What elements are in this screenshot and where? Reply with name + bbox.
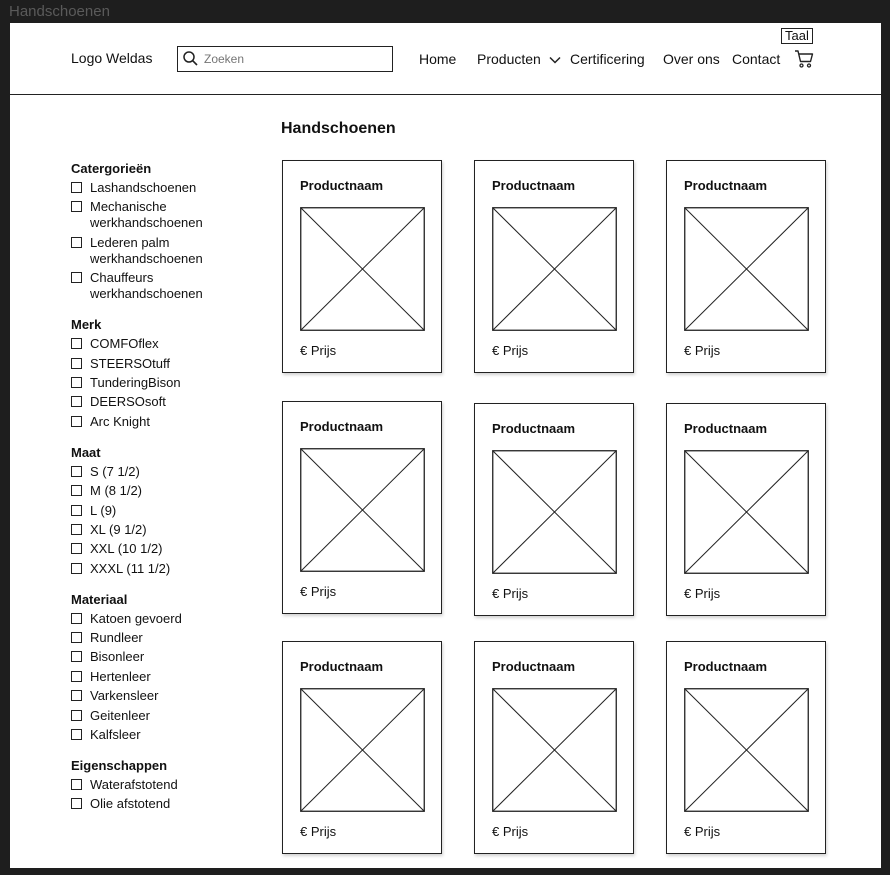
filter-checkbox[interactable] bbox=[71, 272, 82, 283]
frame-title: Handschoenen bbox=[9, 3, 110, 20]
filter-checkbox[interactable] bbox=[71, 524, 82, 535]
product-name: Productnaam bbox=[300, 178, 384, 193]
filter-checkbox[interactable] bbox=[71, 396, 82, 407]
product-card[interactable] bbox=[282, 160, 442, 373]
filter-group-title: Merk bbox=[71, 317, 102, 333]
cart-icon[interactable] bbox=[794, 49, 814, 69]
filter-checkbox[interactable] bbox=[71, 377, 82, 388]
product-image-placeholder bbox=[492, 450, 617, 574]
product-card[interactable] bbox=[666, 403, 826, 616]
nav-certificering[interactable]: Certificering bbox=[570, 51, 645, 67]
product-card[interactable] bbox=[666, 641, 826, 854]
filter-option-label: Rundleer bbox=[90, 630, 143, 646]
filter-option[interactable] bbox=[71, 375, 261, 391]
filter-option-label: XXL (10 1/2) bbox=[90, 541, 163, 557]
filter-group-title: Eigenschappen bbox=[71, 758, 168, 774]
filter-sidebar bbox=[71, 161, 261, 827]
filter-option-label: STEERSOtuff bbox=[90, 355, 170, 371]
product-card[interactable] bbox=[474, 160, 634, 373]
filter-option-label: DEERSOsoft bbox=[90, 394, 166, 410]
logo[interactable]: Logo Weldas bbox=[71, 50, 153, 66]
filter-option-label: S (7 1/2) bbox=[90, 463, 140, 479]
filter-option-label: Kalfsleer bbox=[90, 727, 141, 743]
filter-group bbox=[71, 592, 261, 743]
filter-option[interactable] bbox=[71, 270, 261, 302]
filter-option-label: Arc Knight bbox=[90, 413, 150, 429]
page-canvas bbox=[10, 23, 881, 868]
product-image-placeholder bbox=[684, 207, 809, 331]
product-name: Productnaam bbox=[300, 419, 384, 434]
product-card[interactable] bbox=[666, 160, 826, 373]
filter-option-label: Hertenleer bbox=[90, 668, 151, 684]
filter-option[interactable] bbox=[71, 611, 261, 627]
product-price: € Prijs bbox=[300, 343, 337, 358]
filter-option[interactable] bbox=[71, 464, 261, 480]
filter-option-label: Mechanische werkhandschoenen bbox=[90, 199, 203, 231]
filter-option[interactable] bbox=[71, 180, 261, 196]
filter-option-label: Bisonleer bbox=[90, 649, 145, 665]
filter-option-label: M (8 1/2) bbox=[90, 483, 143, 499]
filter-checkbox[interactable] bbox=[71, 651, 82, 662]
filter-group bbox=[71, 758, 261, 812]
filter-group-title: Maat bbox=[71, 444, 101, 460]
filter-option-label: Katoen gevoerd bbox=[90, 610, 182, 626]
filter-group bbox=[71, 317, 261, 430]
product-image-placeholder bbox=[300, 448, 425, 572]
filter-option[interactable] bbox=[71, 235, 261, 267]
product-card[interactable] bbox=[474, 403, 634, 616]
product-price: € Prijs bbox=[492, 824, 529, 839]
filter-option[interactable] bbox=[71, 688, 261, 704]
filter-group bbox=[71, 161, 261, 302]
filter-checkbox[interactable] bbox=[71, 563, 82, 574]
filter-option[interactable] bbox=[71, 777, 261, 793]
product-image-placeholder bbox=[492, 688, 617, 812]
product-name: Productnaam bbox=[684, 178, 768, 193]
filter-option[interactable] bbox=[71, 669, 261, 685]
filter-option[interactable] bbox=[71, 796, 261, 812]
nav-producten-label: Producten bbox=[477, 51, 541, 67]
product-name: Productnaam bbox=[684, 659, 768, 674]
filter-option[interactable] bbox=[71, 541, 261, 557]
filter-checkbox[interactable] bbox=[71, 543, 82, 554]
filter-checkbox[interactable] bbox=[71, 613, 82, 624]
filter-option-label: XL (9 1/2) bbox=[90, 521, 147, 537]
filter-checkbox[interactable] bbox=[71, 505, 82, 516]
product-price: € Prijs bbox=[300, 584, 337, 599]
product-image-placeholder bbox=[492, 207, 617, 331]
product-card[interactable] bbox=[282, 641, 442, 854]
filter-option-label: Waterafstotend bbox=[90, 777, 178, 793]
filter-checkbox[interactable] bbox=[71, 710, 82, 721]
product-price: € Prijs bbox=[492, 343, 529, 358]
filter-option-label: COMFOflex bbox=[90, 336, 159, 352]
product-image-placeholder bbox=[684, 688, 809, 812]
product-name: Productnaam bbox=[492, 421, 576, 436]
filter-option[interactable] bbox=[71, 561, 261, 577]
filter-option[interactable] bbox=[71, 483, 261, 499]
page-title: Handschoenen bbox=[281, 120, 396, 137]
product-image-placeholder bbox=[300, 688, 425, 812]
product-card[interactable] bbox=[282, 401, 442, 614]
filter-checkbox[interactable] bbox=[71, 466, 82, 477]
filter-checkbox[interactable] bbox=[71, 485, 82, 496]
search-icon bbox=[182, 50, 199, 67]
nav-home[interactable]: Home bbox=[419, 51, 457, 67]
filter-checkbox[interactable] bbox=[71, 779, 82, 790]
filter-option-label: TunderingBison bbox=[90, 374, 181, 390]
filter-option-label: Olie afstotend bbox=[90, 796, 171, 812]
nav-producten[interactable] bbox=[477, 51, 561, 67]
search-input[interactable] bbox=[204, 50, 384, 68]
filter-option-label: XXXL (11 1/2) bbox=[90, 560, 171, 576]
product-name: Productnaam bbox=[492, 178, 576, 193]
filter-group bbox=[71, 445, 261, 577]
filter-checkbox[interactable] bbox=[71, 182, 82, 193]
filter-option[interactable] bbox=[71, 394, 261, 410]
filter-checkbox[interactable] bbox=[71, 338, 82, 349]
filter-checkbox[interactable] bbox=[71, 690, 82, 701]
search-box[interactable] bbox=[177, 46, 393, 72]
nav-contact[interactable]: Contact bbox=[732, 51, 781, 67]
filter-group-title: Catergorieën bbox=[71, 161, 152, 176]
filter-option[interactable] bbox=[71, 708, 261, 724]
product-price: € Prijs bbox=[684, 586, 721, 601]
filter-option-label: Varkensleer bbox=[90, 688, 159, 704]
product-price: € Prijs bbox=[684, 343, 721, 358]
product-card[interactable] bbox=[474, 641, 634, 854]
filter-group-title: Materiaal bbox=[71, 591, 128, 607]
filter-option[interactable] bbox=[71, 503, 261, 519]
language-button[interactable]: Taal bbox=[781, 28, 813, 44]
filter-checkbox[interactable] bbox=[71, 632, 82, 643]
filter-option[interactable] bbox=[71, 522, 261, 538]
filter-option[interactable] bbox=[71, 336, 261, 352]
product-name: Productnaam bbox=[492, 659, 576, 674]
product-image-placeholder bbox=[684, 450, 809, 574]
filter-checkbox[interactable] bbox=[71, 358, 82, 369]
product-name: Productnaam bbox=[684, 421, 768, 436]
filter-option-label: Geitenleer bbox=[90, 707, 150, 723]
filter-checkbox[interactable] bbox=[71, 237, 82, 248]
filter-option[interactable] bbox=[71, 649, 261, 665]
filter-option[interactable] bbox=[71, 630, 261, 646]
nav-over-ons[interactable]: Over ons bbox=[663, 51, 720, 67]
filter-checkbox[interactable] bbox=[71, 729, 82, 740]
filter-option-label: Chauffeurs werkhandschoenen bbox=[90, 270, 203, 302]
product-price: € Prijs bbox=[300, 824, 337, 839]
product-price: € Prijs bbox=[684, 824, 721, 839]
filter-checkbox[interactable] bbox=[71, 671, 82, 682]
filter-option-label: Lashandschoenen bbox=[90, 180, 197, 195]
filter-option-label: Lederen palm werkhandschoenen bbox=[90, 234, 203, 266]
filter-option[interactable] bbox=[71, 414, 261, 430]
filter-option[interactable] bbox=[71, 727, 261, 743]
chevron-down-icon bbox=[549, 56, 561, 64]
filter-option-label: L (9) bbox=[90, 502, 117, 518]
product-name: Productnaam bbox=[300, 659, 384, 674]
filter-option[interactable] bbox=[71, 199, 261, 231]
site-header bbox=[10, 23, 881, 95]
filter-checkbox[interactable] bbox=[71, 201, 82, 212]
product-image-placeholder bbox=[300, 207, 425, 331]
filter-option[interactable] bbox=[71, 356, 261, 372]
filter-checkbox[interactable] bbox=[71, 416, 82, 427]
filter-checkbox[interactable] bbox=[71, 798, 82, 809]
product-price: € Prijs bbox=[492, 586, 529, 601]
